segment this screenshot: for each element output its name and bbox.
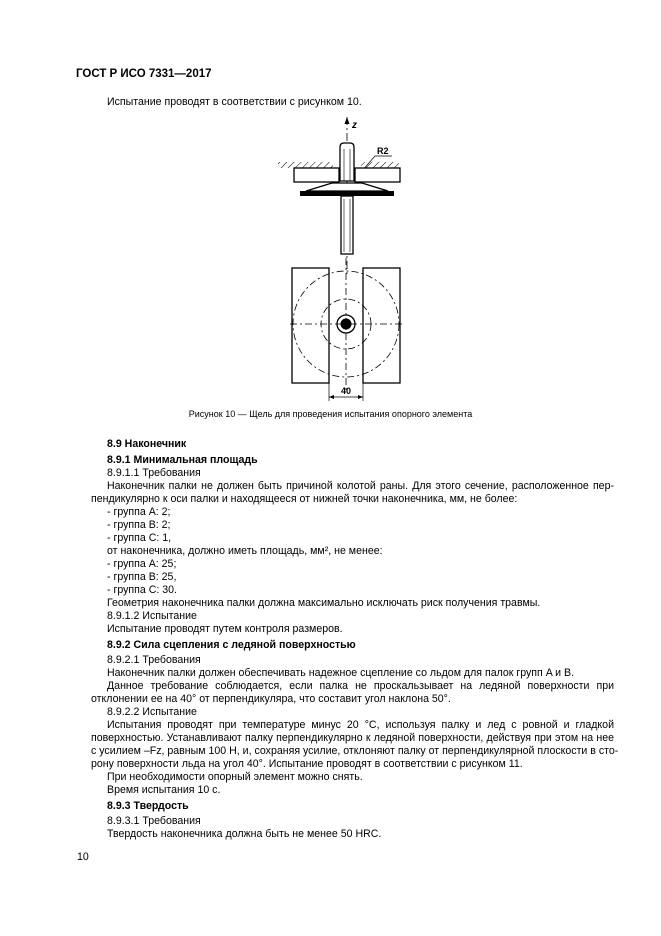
stick-lower bbox=[341, 196, 353, 254]
section-8-9-3-1: 8.9.3.1 Требования bbox=[107, 815, 201, 827]
list-2-item-a: - группа A: 25; bbox=[107, 558, 177, 570]
section-8-9-2-1: 8.9.2.1 Требования bbox=[107, 654, 201, 666]
figure-10-drawing bbox=[270, 115, 420, 405]
list-1-item-b: - группа B: 2; bbox=[107, 519, 171, 531]
para-8: При необходимости опорный элемент можно снять. bbox=[107, 771, 363, 783]
para-3: Геометрия наконечника палки должна максимально исключать риск получения травмы. bbox=[107, 597, 541, 609]
para-9: Время испытания 10 с. bbox=[107, 784, 221, 796]
section-8-9-3-title: 8.9.3 Твердость bbox=[107, 800, 189, 812]
para-4: Испытание проводят путем контроля размеров. bbox=[107, 623, 343, 635]
para-5: Наконечник палки должен обеспечивать надежное сцепление со льдом для палок групп A и B. bbox=[107, 667, 575, 679]
block-right bbox=[363, 268, 400, 383]
plate-right bbox=[355, 168, 400, 182]
dimension-label: 40 bbox=[340, 386, 352, 396]
para-6-line-2: отклонении ее на 40° от перпендикуляра, что составит угол наклона 50°. bbox=[91, 693, 451, 705]
page-number: 10 bbox=[77, 851, 89, 863]
section-8-9-1-2: 8.9.1.2 Испытание bbox=[107, 610, 197, 622]
para-7-line-2: поверхностью. Устанавливают палку перпендикулярно к ледяной поверхности, действуя при этом на нее bbox=[91, 732, 614, 744]
radius-label: R2 bbox=[377, 146, 389, 156]
list-2-item-c: - группа C: 30. bbox=[107, 584, 177, 596]
figure-caption: Рисунок 10 — Щель для проведения испытания опорного элемента bbox=[188, 409, 473, 419]
para-10: Твердость наконечника должна быть не менее 50 HRC. bbox=[107, 828, 382, 840]
list-2-item-b: - группа B: 25, bbox=[107, 571, 177, 583]
document-header: ГОСТ Р ИСО 7331—2017 bbox=[76, 68, 212, 80]
basket-cone bbox=[306, 183, 388, 191]
stick-upper bbox=[340, 143, 354, 181]
para-1-line-2: пендикулярно к оси палки и находящееся от нижней точки наконечника, мм, не более: bbox=[91, 493, 518, 505]
list-1-item-c: - группа C: 1, bbox=[107, 532, 172, 544]
section-8-9-2-2: 8.9.2.2 Испытание bbox=[107, 706, 197, 718]
section-8-9-1-1: 8.9.1.1 Требования bbox=[107, 467, 201, 479]
list-1-item-a: - группа A: 2; bbox=[107, 506, 171, 518]
block-left bbox=[292, 268, 329, 383]
hatch-left bbox=[278, 162, 333, 168]
para-1-line-1: Наконечник палки не должен быть причиной колотой раны. Для этого сечение, расположенное пер- bbox=[107, 480, 614, 492]
hatch-right bbox=[361, 162, 399, 168]
para-7-line-1: Испытания проводят при температуре минус 20 °С, используя палку и лед с ровной и гладкой bbox=[107, 719, 614, 731]
para-6-line-1: Данное требование соблюдается, если палка не проскальзывает на ледяной поверхности при bbox=[107, 680, 614, 692]
para-7-line-3: с усилием –Fz, равным 100 Н, и, сохраняя усилие, отклоняют палку от перпендикулярной плоскости в сто- bbox=[91, 745, 619, 757]
basket-disc bbox=[300, 191, 394, 196]
section-8-9-title: 8.9 Наконечник bbox=[107, 438, 187, 450]
z-axis-label: z bbox=[352, 120, 357, 131]
section-8-9-1-title: 8.9.1 Минимальная площадь bbox=[107, 454, 258, 466]
plate-left bbox=[294, 168, 339, 182]
para-2: от наконечника, должно иметь площадь, мм², не менее: bbox=[107, 545, 383, 557]
section-8-9-2-title: 8.9.2 Сила сцепления с ледяной поверхностью bbox=[107, 639, 356, 651]
z-axis-arrow bbox=[345, 117, 350, 124]
para-7-line-4: рону поверхности льда на угол 40°. Испытание проводят в соответствии с рисунком 11. bbox=[91, 758, 523, 770]
intro-text: Испытание проводят в соответствии с рисунком 10. bbox=[107, 96, 362, 108]
figure-10 bbox=[270, 115, 420, 410]
